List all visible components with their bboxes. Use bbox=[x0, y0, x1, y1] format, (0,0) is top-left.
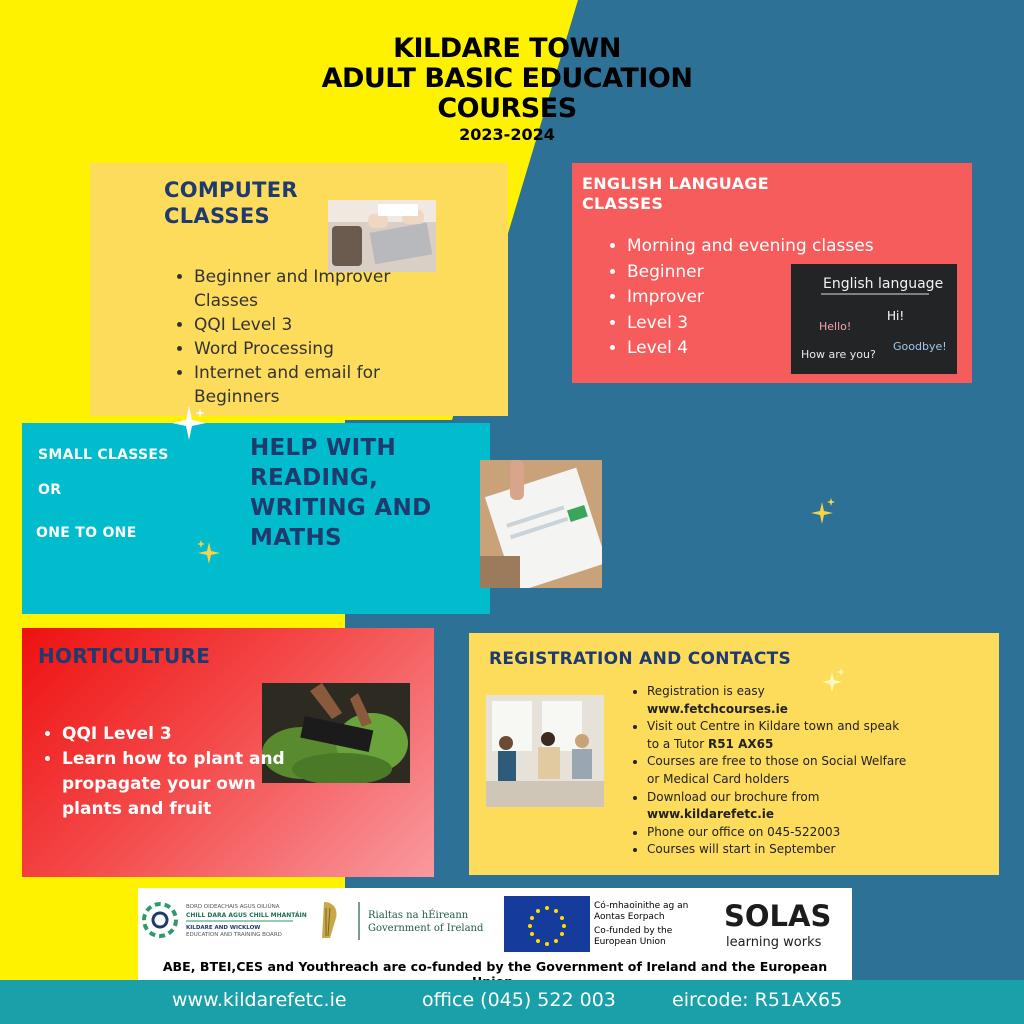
harp-icon bbox=[322, 902, 337, 938]
list-item: • Courses will start in September bbox=[647, 841, 907, 859]
eu-line-4: European Union bbox=[594, 937, 666, 947]
list-item bbox=[647, 718, 907, 753]
reading-heading-line-2: READING, bbox=[250, 465, 379, 491]
or-label: OR bbox=[38, 482, 62, 498]
registration-contacts-card bbox=[469, 633, 999, 875]
english-heading-line-2: CLASSES bbox=[582, 194, 664, 213]
list-item: • Internet and email for Beginners bbox=[194, 361, 444, 409]
computer-heading-line-1: COMPUTER bbox=[164, 178, 298, 202]
list-item: • Courses are free to those on Social Welfare or Medical Card holders bbox=[647, 753, 907, 788]
computer-classes-heading bbox=[164, 177, 298, 229]
funders-logos bbox=[138, 888, 852, 958]
funders-logo-strip bbox=[138, 888, 852, 980]
board-how-are-you: How are you? bbox=[801, 348, 876, 361]
footer-office-phone: office (045) 522 003 bbox=[422, 989, 616, 1011]
list-item: • Learn how to plant and propagate your own plants and fruit bbox=[62, 747, 302, 822]
list-item: • Level 3 bbox=[627, 311, 874, 337]
gov-line-1: Rialtas na hÉireann bbox=[368, 910, 469, 921]
fetchcourses-link[interactable]: www.fetchcourses.ie bbox=[647, 701, 788, 716]
reading-heading-line-4: MATHS bbox=[250, 525, 342, 551]
list-item: • Level 4 bbox=[627, 336, 874, 362]
computer-classes-card bbox=[90, 163, 508, 416]
etb-logo-icon bbox=[144, 904, 176, 936]
english-heading-line-1: ENGLISH LANGUAGE bbox=[582, 174, 769, 193]
reading-heading-line-1: HELP WITH bbox=[250, 435, 397, 461]
eu-flag-icon bbox=[504, 896, 590, 952]
eu-line-1: Có-mhaoinithe ag an bbox=[594, 901, 689, 911]
reading-writing-maths-heading bbox=[250, 433, 431, 553]
english-language-heading bbox=[582, 174, 769, 214]
list-item bbox=[647, 789, 907, 824]
list-item bbox=[647, 683, 907, 718]
list-item: • Improver bbox=[627, 285, 874, 311]
worksheet-photo bbox=[480, 460, 602, 588]
registration-list bbox=[625, 683, 907, 859]
english-language-card bbox=[572, 163, 972, 383]
list-item: • QQI Level 3 bbox=[62, 722, 302, 747]
poster-title bbox=[200, 34, 814, 144]
list-item: • Phone our office on 045-522003 bbox=[647, 824, 907, 842]
title-line-2: ADULT BASIC EDUCATION bbox=[321, 63, 693, 94]
reading-writing-maths-card bbox=[22, 423, 490, 614]
sparkle-icon bbox=[196, 540, 222, 566]
laptop-photo bbox=[328, 200, 436, 272]
eu-line-2: Aontas Eorpach bbox=[594, 912, 665, 922]
horticulture-heading: HORTICULTURE bbox=[38, 644, 211, 668]
footer-website[interactable]: www.kildarefetc.ie bbox=[172, 989, 347, 1011]
registration-heading: REGISTRATION AND CONTACTS bbox=[489, 649, 792, 669]
list-item: • Word Processing bbox=[194, 337, 444, 361]
computer-classes-list bbox=[172, 265, 444, 409]
horticulture-list bbox=[40, 722, 302, 822]
etb-line-4: EDUCATION AND TRAINING BOARD bbox=[186, 932, 282, 938]
brochure-text: Download our brochure from bbox=[647, 789, 820, 804]
list-item: • Beginner and Improver Classes bbox=[194, 265, 444, 313]
board-hi: Hi! bbox=[887, 309, 905, 323]
co-funding-note: ABE, BTEI,CES and Youthreach are co-funded by the Government of Ireland and the European bbox=[162, 959, 828, 974]
footer-bar bbox=[0, 980, 1024, 1024]
solas-logo: SOLAS bbox=[724, 899, 832, 933]
sparkle-icon bbox=[820, 668, 846, 694]
small-classes-label: SMALL CLASSES bbox=[38, 447, 169, 463]
title-year: 2023-2024 bbox=[459, 125, 555, 144]
title-line-3: COURSES bbox=[437, 93, 577, 124]
computer-heading-line-2: CLASSES bbox=[164, 204, 270, 228]
board-hello: Hello! bbox=[819, 320, 852, 333]
gov-line-2: Government of Ireland bbox=[368, 923, 484, 934]
etb-line-1: BORD OIDEACHAIS AGUS OILIÚNA bbox=[186, 904, 280, 910]
horticulture-card bbox=[22, 628, 434, 877]
eircode-text: R51 AX65 bbox=[707, 736, 774, 751]
chalkboard-image bbox=[791, 264, 957, 374]
group-class-photo bbox=[486, 695, 604, 807]
title-line-1: KILDARE TOWN bbox=[393, 33, 621, 64]
list-item: • Morning and evening classes bbox=[627, 234, 874, 260]
kildarefetc-link[interactable]: www.kildarefetc.ie bbox=[647, 807, 775, 822]
board-goodbye: Goodbye! bbox=[893, 340, 947, 353]
footer-eircode: eircode: R51AX65 bbox=[672, 989, 843, 1011]
board-title: English language bbox=[823, 276, 944, 292]
list-item: • QQI Level 3 bbox=[194, 313, 444, 337]
visit-centre-text: Visit out Centre in Kildare town and speak to a Tutor bbox=[647, 719, 900, 751]
list-item: • Beginner bbox=[627, 260, 874, 286]
etb-line-2: CHILL DARA AGUS CHILL MHANTÁIN bbox=[186, 912, 307, 919]
etb-line-3: KILDARE AND WICKLOW bbox=[186, 925, 261, 931]
eu-line-3: Co-funded by the bbox=[594, 926, 673, 936]
registration-text: Registration is easy bbox=[647, 684, 765, 698]
one-to-one-label: ONE TO ONE bbox=[36, 525, 137, 541]
solas-tagline: learning works bbox=[726, 935, 822, 950]
sparkle-icon bbox=[172, 406, 206, 440]
sparkle-icon bbox=[810, 498, 836, 526]
reading-heading-line-3: WRITING AND bbox=[250, 495, 432, 521]
